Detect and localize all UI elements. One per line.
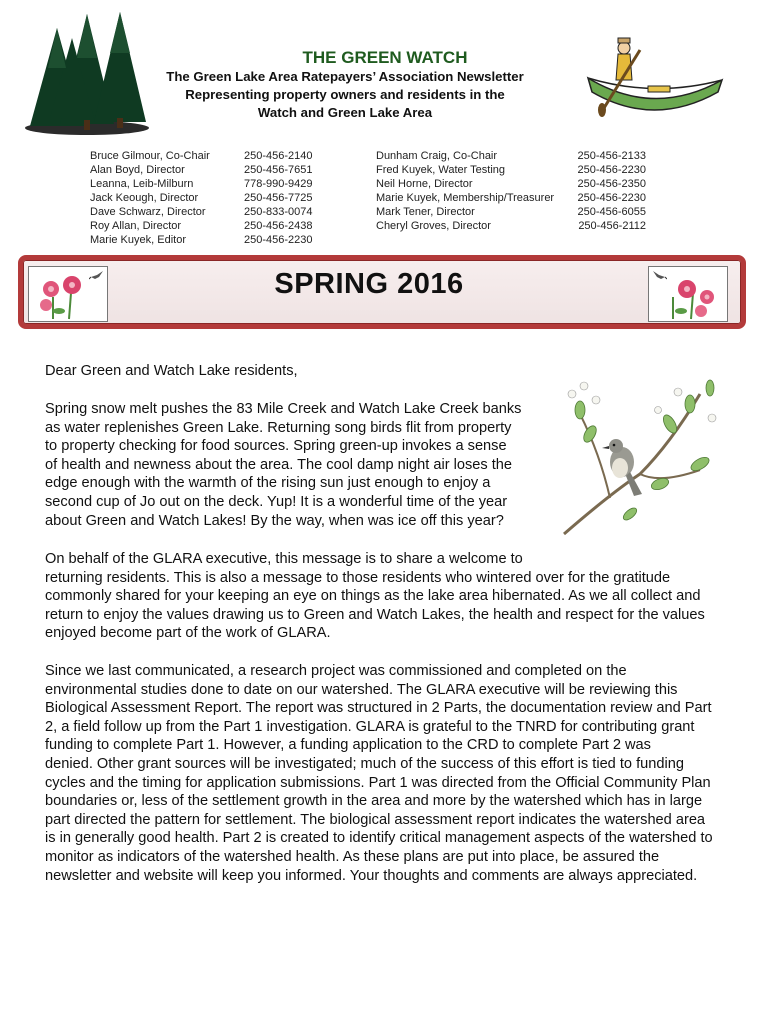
directors-right-names xyxy=(376,149,554,233)
directors-left-names xyxy=(90,149,210,247)
paragraph-line: as water replenishes Green Lake. Returning song birds flit from property xyxy=(45,419,512,436)
director-name: Mark Tener, Director xyxy=(376,206,475,218)
director-name: Bruce Gilmour, Co-Chair xyxy=(90,150,210,162)
director-phone: 250-456-6055 xyxy=(577,206,646,218)
director-phone: 250-456-2438 xyxy=(244,220,313,232)
director-name: Alan Boyd, Director xyxy=(90,164,185,176)
director-phone: 250-456-7651 xyxy=(244,164,313,176)
greeting: Dear Green and Watch Lake residents, xyxy=(45,363,298,379)
paragraph-line: returning residents. This is also a message to those residents who wintered over for the gratitude xyxy=(45,569,671,586)
paragraph-line: newsletter and website will keep you informed. Your thoughts and comments are always appreciated. xyxy=(45,867,698,884)
paragraph-2 xyxy=(45,550,705,643)
paragraph-line: edge enough with the warmth of the rising sun just enough to enjoy a xyxy=(45,475,491,492)
flower-image-left xyxy=(28,266,108,322)
paragraph-line: commonly shared for your keeping an eye on things as the lake area hibernated. As we all collect and xyxy=(45,588,701,605)
paragraph-1 xyxy=(45,400,521,530)
paragraph-line: boundaries or, less of the settlement growth in the area and more by the watershed which has in large xyxy=(45,793,703,810)
newsletter-title: THE GREEN WATCH xyxy=(302,48,468,67)
director-phone: 250-833-0074 xyxy=(244,206,313,218)
paragraph-line: Spring snow melt pushes the 83 Mile Creek and Watch Lake Creek banks xyxy=(45,401,522,417)
pine-trees-icon xyxy=(22,8,152,136)
director-name: Roy Allan, Director xyxy=(90,220,182,232)
director-phone: 250-456-2112 xyxy=(578,220,646,232)
paragraph-line: second cup of Jo out on the deck. Yup! It is a wonderful time of the year xyxy=(45,493,508,510)
flower-image-right xyxy=(648,266,728,322)
hummingbird-icon xyxy=(89,269,105,283)
subtitle-line-1: The Green Lake Area Ratepayers’ Association Newsletter xyxy=(166,69,524,84)
director-phone: 250-456-2230 xyxy=(577,192,646,204)
paragraph-line: of health and newness about the area. The cool damp night air loses the xyxy=(45,456,513,473)
directors-left-phones xyxy=(244,149,313,247)
director-name: Marie Kuyek, Membership/Treasurer xyxy=(376,192,555,204)
paragraph-line: return to enjoy the values drawing us to Green and Watch Lakes, the health and respect for the values xyxy=(45,606,705,623)
subtitle-line-2: Representing property owners and residents in the xyxy=(185,87,505,102)
paragraph-line: enjoyed become part of the work of GLARA. xyxy=(45,625,331,642)
director-name: Fred Kuyek, Water Testing xyxy=(376,164,505,176)
director-phone: 778-990-9429 xyxy=(244,178,313,190)
director-phone: 250-456-7725 xyxy=(244,192,313,204)
banner-title: SPRING 2016 xyxy=(274,268,464,300)
paragraph-line: denied. Other grant sources will be investigated; much of the success of this effort is tied to funding xyxy=(45,755,684,772)
paragraph-line: part directed the pattern for settlement. The biological assessment report indicates the watershed area xyxy=(45,811,706,828)
paragraph-line: On behalf of the GLARA executive, this message is to share a welcome to xyxy=(45,551,523,567)
paragraph-line: environmental studies done to date on our watershed. The GLARA executive will be reviewing this xyxy=(45,681,678,698)
paragraph-line: about Green and Watch Lakes! By the way, when was ice off this year? xyxy=(45,512,504,529)
director-phone: 250-456-2230 xyxy=(577,164,646,176)
paragraph-line: Biological Assessment Report. The report was structured in 2 Parts, the documentation review and Part xyxy=(45,700,712,717)
bird-on-branch-icon xyxy=(550,374,722,540)
director-name: Dave Schwarz, Director xyxy=(90,206,206,218)
paragraph-line: monitor as indicators of the watershed health. As these plans are put into place, be assured the xyxy=(45,848,660,865)
director-name: Neil Horne, Director xyxy=(376,178,473,190)
paragraph-3 xyxy=(45,662,713,885)
paragraph-line: to property checking for food sources. Spring green-up invokes a sense xyxy=(45,438,507,455)
paragraph-line: is in generally good health. Part 2 is created to identify critical management aspects of the watershed to xyxy=(45,830,713,847)
directors-right-phones xyxy=(572,149,646,233)
paragraph-line: cycles and the timing for application submissions. Part 1 was directed from the Official Community Plan xyxy=(45,774,711,791)
director-name: Marie Kuyek, Editor xyxy=(90,234,186,246)
director-name: Cheryl Groves, Director xyxy=(376,220,491,232)
director-phone: 250-456-2140 xyxy=(244,150,313,162)
paragraph-line: funding to complete Part 1. However, a funding application to the CRD to complete Part 2 was xyxy=(45,737,651,754)
hummingbird-icon xyxy=(651,269,667,283)
director-phone: 250-456-2133 xyxy=(577,150,646,162)
subtitle-line-3: Watch and Green Lake Area xyxy=(257,105,433,120)
director-name: Jack Keough, Director xyxy=(90,192,199,204)
director-name: Leanna, Leib-Milburn xyxy=(90,178,194,190)
paragraph-line: 2, a field follow up from the Part 1 investigation. GLARA is grateful to the TNRD for contributing grant xyxy=(45,718,695,735)
paragraph-line: Since we last communicated, a research project was commissioned and completed on the xyxy=(45,663,627,679)
director-phone: 250-456-2230 xyxy=(244,234,313,246)
director-phone: 250-456-2350 xyxy=(577,178,646,190)
director-name: Dunham Craig, Co-Chair xyxy=(376,150,498,162)
